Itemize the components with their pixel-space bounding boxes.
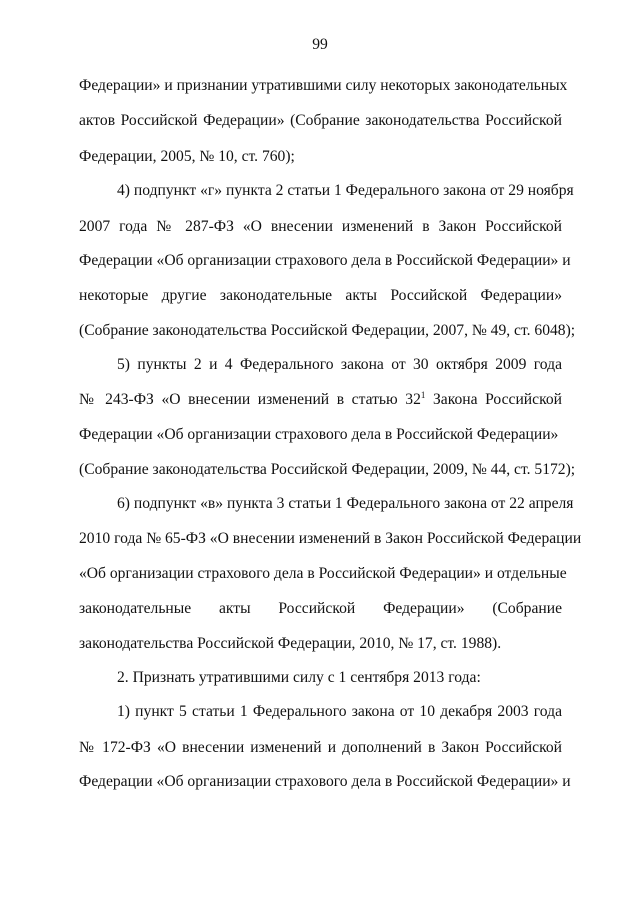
text-line: 6) подпункт «в» пункта 3 статьи 1 Федерального закона от 22 апреля <box>117 495 574 512</box>
text-line: (Собрание законодательства Российской Федерации, 2007, № 49, ст. 6048); <box>79 322 576 339</box>
text-line: законодательства Российской Федерации, 2010, № 17, ст. 1988). <box>79 635 502 652</box>
text-line: Федерации, 2005, № 10, ст. 760); <box>79 148 295 165</box>
text-line: «Об организации страхового дела в Российской Федерации» и отдельные <box>79 565 567 582</box>
text-line: № 172-ФЗ «О внесении изменений и дополнений в Закон Российской <box>79 739 562 756</box>
text-line: Федерации «Об организации страхового дела в Российской Федерации» <box>79 426 559 443</box>
page-number: 99 <box>312 36 328 53</box>
text-line: 5) пункты 2 и 4 Федерального закона от 30 октября 2009 года <box>117 356 562 373</box>
superscript: 1 <box>420 390 426 400</box>
text-segment: Закона Российской <box>425 391 562 408</box>
text-line: Федерации «Об организации страхового дела в Российской Федерации» и <box>79 252 571 269</box>
text-line: некоторые другие законодательные акты Российской Федерации» <box>79 287 562 304</box>
text-line: 2. Признать утратившими силу с 1 сентября 2013 года: <box>117 669 481 686</box>
text-line: 4) подпункт «г» пункта 2 статьи 1 Федерального закона от 29 ноября <box>117 182 574 199</box>
text-line: (Собрание законодательства Российской Федерации, 2009, № 44, ст. 5172); <box>79 461 576 478</box>
text-line-with-superscript <box>79 390 562 410</box>
text-line: актов Российской Федерации» (Собрание законодательства Российской <box>79 112 562 129</box>
text-line: 2010 года № 65-ФЗ «О внесении изменений в Закон Российской Федерации <box>79 530 582 547</box>
text-line: Федерации «Об организации страхового дела в Российской Федерации» и <box>79 773 571 790</box>
text-line: Федерации» и признании утратившими силу некоторых законодательных <box>79 77 568 94</box>
text-line: законодательные акты Российской Федерации» (Собрание <box>79 600 562 617</box>
text-line: 2007 года № 287-ФЗ «О внесении изменений в Закон Российской <box>79 218 562 235</box>
text-line: 1) пункт 5 статьи 1 Федерального закона от 10 декабря 2003 года <box>117 703 562 720</box>
text-segment: № 243-ФЗ «О внесении изменений в статью 32 <box>79 391 421 408</box>
